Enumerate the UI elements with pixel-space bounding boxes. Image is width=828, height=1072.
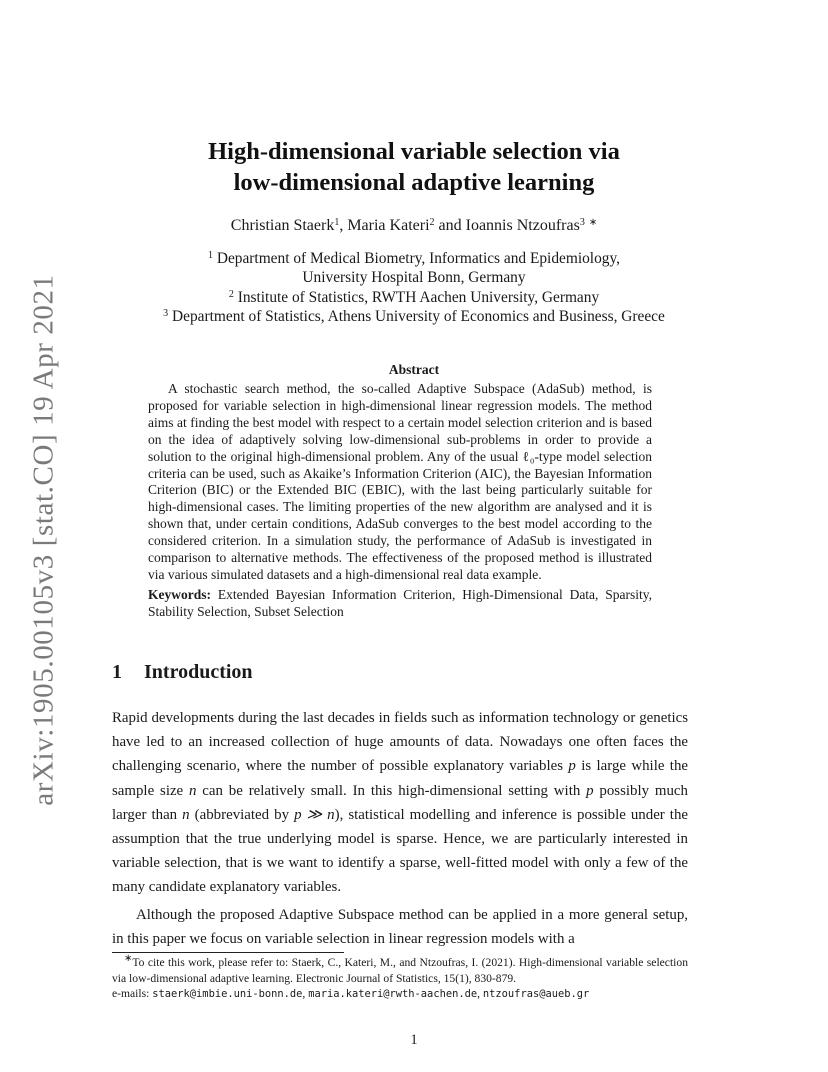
author-separator: and [434, 217, 466, 234]
title-line-1: High-dimensional variable selection via [208, 138, 620, 165]
affiliation-mark: 1 [207, 250, 213, 261]
arxiv-identifier: arXiv:1905.00105v3 [stat.CO] 19 Apr 2021 [27, 274, 60, 806]
affiliation-mark: 3 [163, 307, 169, 319]
paragraph: Although the proposed Adaptive Subspace method can be applied in a more general setup, in this paper we focus on variable selection in linear regression models with a [112, 906, 688, 947]
author-separator: , [339, 217, 348, 234]
author-note-mark: ∗ [588, 217, 598, 228]
footnote [112, 955, 688, 1003]
affiliation-mark: 2 [429, 217, 435, 228]
affiliation-line: $^2$ Institute of Statistics, RWTH Aachen University, Germany [228, 288, 600, 306]
affiliation-mark: 1 [334, 217, 340, 228]
author-name: Ioannis Ntzoufras [465, 217, 580, 234]
math-symbol: n [182, 806, 190, 823]
footnote-emails: e-mails: staerk@imbie.uni-bonn.de, maria.kateri@rwth-aachen.de, ntzoufras@aueb.gr [112, 987, 590, 1000]
keywords-text: Extended Bayesian Information Criterion, High-Dimensional Data, Sparsity, Stability Selection, Subset Selection [148, 586, 653, 619]
affiliation-line: University Hospital Bonn, Germany [302, 269, 526, 287]
paper-title [0, 136, 828, 198]
keywords-label: Keywords: [148, 586, 211, 602]
affiliations [0, 249, 828, 326]
page-number: 1 [410, 1032, 418, 1048]
math-expression: p ≫ n [294, 806, 335, 823]
author-name: Maria Kateri [347, 217, 430, 234]
section-heading [112, 661, 253, 684]
email-link[interactable]: maria.kateri@rwth-aachen.de [308, 988, 478, 1000]
math-symbol: p [586, 782, 594, 799]
section-number: 1 [112, 661, 122, 683]
title-line-2: low-dimensional adaptive learning [233, 169, 595, 196]
author-name: Christian Staerk [230, 217, 335, 234]
paragraph: Rapid developments during the last decades in fields such as information technology or genetics have led to an increased collection of huge amounts of data. Nowadays one often faces the challenging scenario, where the number of possible explanatory variables p is large while the sample size n can be relatively small. In this high-dimensional setting with p possibly much larger than n (abbreviated by p ≫ n), statistical modelling and inference is possible under the assumption that the true underlying model is sparse. Hence, we are particularly interested in variable selection, that is we want to identify a sparse, well-fitted model with only a few of the many candidate explanatory variables. [112, 710, 689, 896]
abstract [148, 381, 652, 621]
footnote-citation: ∗To cite this work, please refer to: Staerk, C., Kateri, M., and Ntzoufras, I. (2021). High-dimensional variable selection via low-dimensional adaptive learning. Electronic Journal of Statistics, 15(1), 830-879. [112, 953, 688, 985]
math-symbol: n [189, 782, 197, 799]
math-symbol: p [568, 758, 576, 775]
affiliation-mark: 3 [579, 217, 585, 228]
email-link[interactable]: ntzoufras@aueb.gr [482, 988, 590, 1000]
affiliation-line: $^1$ Department of Medical Biometry, Informatics and Epidemiology, [207, 250, 621, 267]
author-list [0, 216, 828, 236]
affiliation-line: $^3$ Department of Statistics, Athens University of Economics and Business, Greece [163, 307, 665, 325]
keywords [148, 587, 652, 621]
affiliation-mark: 2 [228, 288, 234, 300]
email-link[interactable]: staerk@imbie.uni-bonn.de [152, 988, 303, 1000]
abstract-text: A stochastic search method, the so-called Adaptive Subspace (AdaSub) method, is proposed for variable selection in high-dimensional linear regression models. The method aims at finding the best model with respect to a certain model selection criterion and is based on the idea of adaptively solving low-dimensional sub-problems in order to provide a solution to the original high-dimensional problem. Any of the usual ℓ₀-type model selection criteria can be used, such as Akaike’s Information Criterion (AIC), the Bayesian Information Criterion (BIC) or the Extended BIC (EBIC), with the last being particularly suitable for high-dimensional cases. The limiting properties of the new algorithm are analysed and it is shown that, under certain conditions, AdaSub converges to the best model according to the considered criterion. In a simulation study, the performance of AdaSub is investigated in comparison to alternative methods. The effectiveness of the proposed method is illustrated via various simulated datasets and a high-dimensional real data example. [148, 381, 652, 582]
introduction-body [112, 706, 688, 951]
footnote-mark: ∗ [124, 953, 133, 964]
section-title: Introduction [144, 661, 253, 683]
footnote-rule [112, 952, 344, 953]
abstract-heading: Abstract [388, 362, 440, 377]
